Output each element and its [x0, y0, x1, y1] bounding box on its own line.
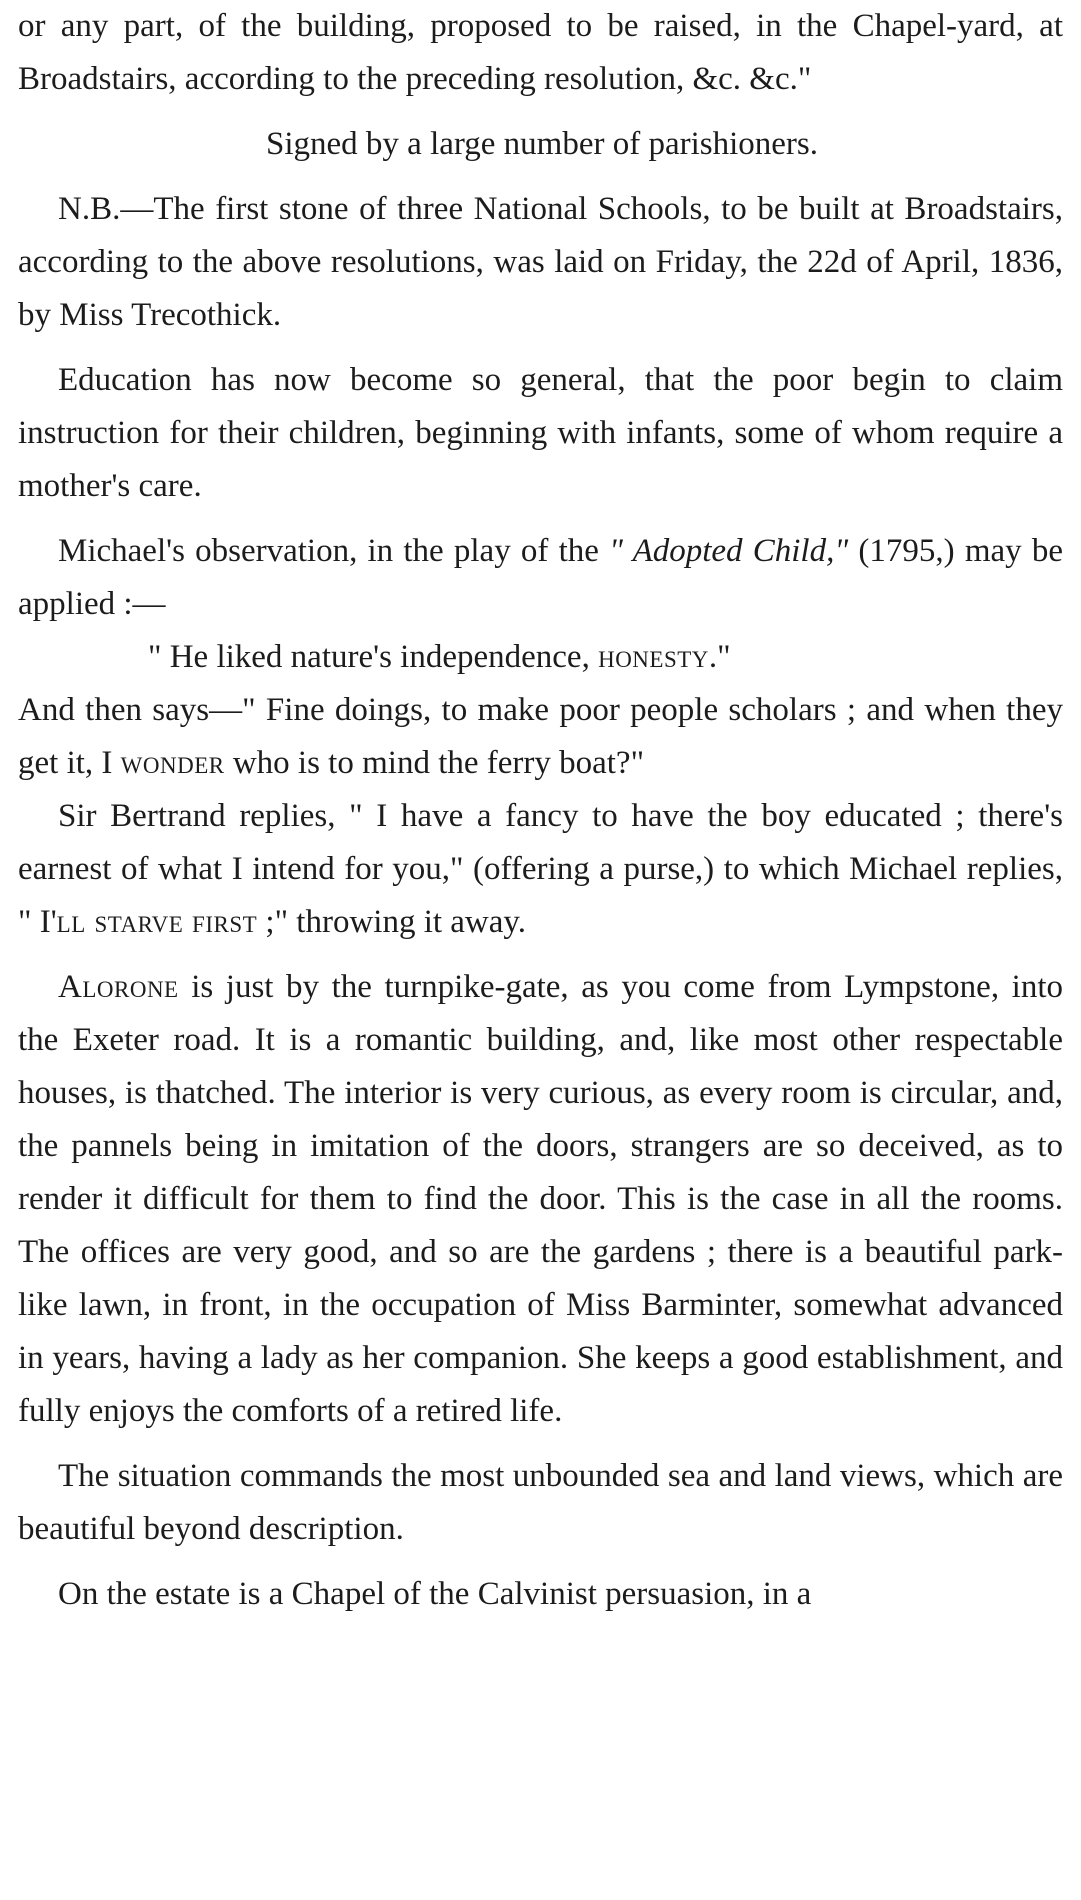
paragraph-alorone: [18, 961, 1063, 1438]
paragraph-michael-observation: [18, 525, 1063, 631]
paragraph-nb-schools: [18, 183, 1063, 342]
place-name-alorone: Alorone: [58, 969, 179, 1005]
signature-text: Signed by a large number of parishioners.: [266, 126, 819, 162]
emphasis-wonder: wonder: [120, 745, 225, 781]
paragraph-situation: [18, 1450, 1063, 1556]
paragraph-chapel: [18, 1568, 1063, 1621]
book-page: [18, 0, 1063, 1621]
emphasis-starve-first: ll starve first: [56, 904, 258, 940]
paragraph-text: or any part, of the building, proposed to be raised, in the Chapel-yard, at Broadstairs, according to the preceding resolution, &c. &c.": [18, 8, 1063, 97]
emphasis-honesty: honesty: [598, 639, 709, 675]
quote-honesty: [18, 631, 1063, 684]
signature-line: [18, 118, 1063, 171]
paragraph-text: The situation commands the most unbounded sea and land views, which are beautiful beyond description.: [18, 1458, 1063, 1547]
paragraph-resolution-end: [18, 0, 1063, 106]
paragraph-fine-doings: [18, 684, 1063, 790]
paragraph-text-start: And then says—" Fine doings, to make poor people scholars ; and when they get it, I: [18, 692, 1063, 781]
quote-text-start: " He liked nature's independence,: [148, 639, 599, 675]
play-title: " Adopted Child,": [609, 533, 849, 569]
paragraph-text-end: ;" throwing it away.: [257, 904, 527, 940]
paragraph-education: [18, 354, 1063, 513]
paragraph-text-start: Sir Bertrand replies, " I have a fancy to have the boy educated ; there's earnest of what I intend for you," (offering a purse,) to which Michael replies, " I': [18, 798, 1063, 940]
paragraph-text: is just by the turnpike-gate, as you come from Lympstone, into the Exeter road. It is a romantic building, and, like most other respectable houses, is thatched. The interior is very curious, as every room is circular, and, the pannels being in imitation of the doors, strangers are so deceived, as to render it difficult for them to find the door. This is the case in all the rooms. The offices are very good, and so are the gardens ; there is a beautiful park-like lawn, in front, in the occupation of Miss Barminter, somewhat advanced in years, having a lady as her companion. She keeps a good establishment, and fully enjoys the comforts of a retired life.: [18, 969, 1063, 1429]
paragraph-text-end: (1795,) may be applied :—: [18, 533, 1063, 622]
paragraph-sir-bertrand: [18, 790, 1063, 949]
paragraph-text: N.B.—The first stone of three National Schools, to be built at Broadstairs, according to the above resolutions, was laid on Friday, the 22d of April, 1836, by Miss Trecothick.: [18, 191, 1063, 333]
paragraph-text: Education has now become so general, that the poor begin to claim instruction for their children, beginning with infants, some of whom require a mother's care.: [18, 362, 1063, 504]
paragraph-text-start: Michael's observation, in the play of the: [58, 533, 610, 569]
paragraph-text-end: who is to mind the ferry boat?": [224, 745, 645, 781]
quote-text-end: .": [708, 639, 731, 675]
paragraph-text: On the estate is a Chapel of the Calvinist persuasion, in a: [58, 1576, 812, 1612]
